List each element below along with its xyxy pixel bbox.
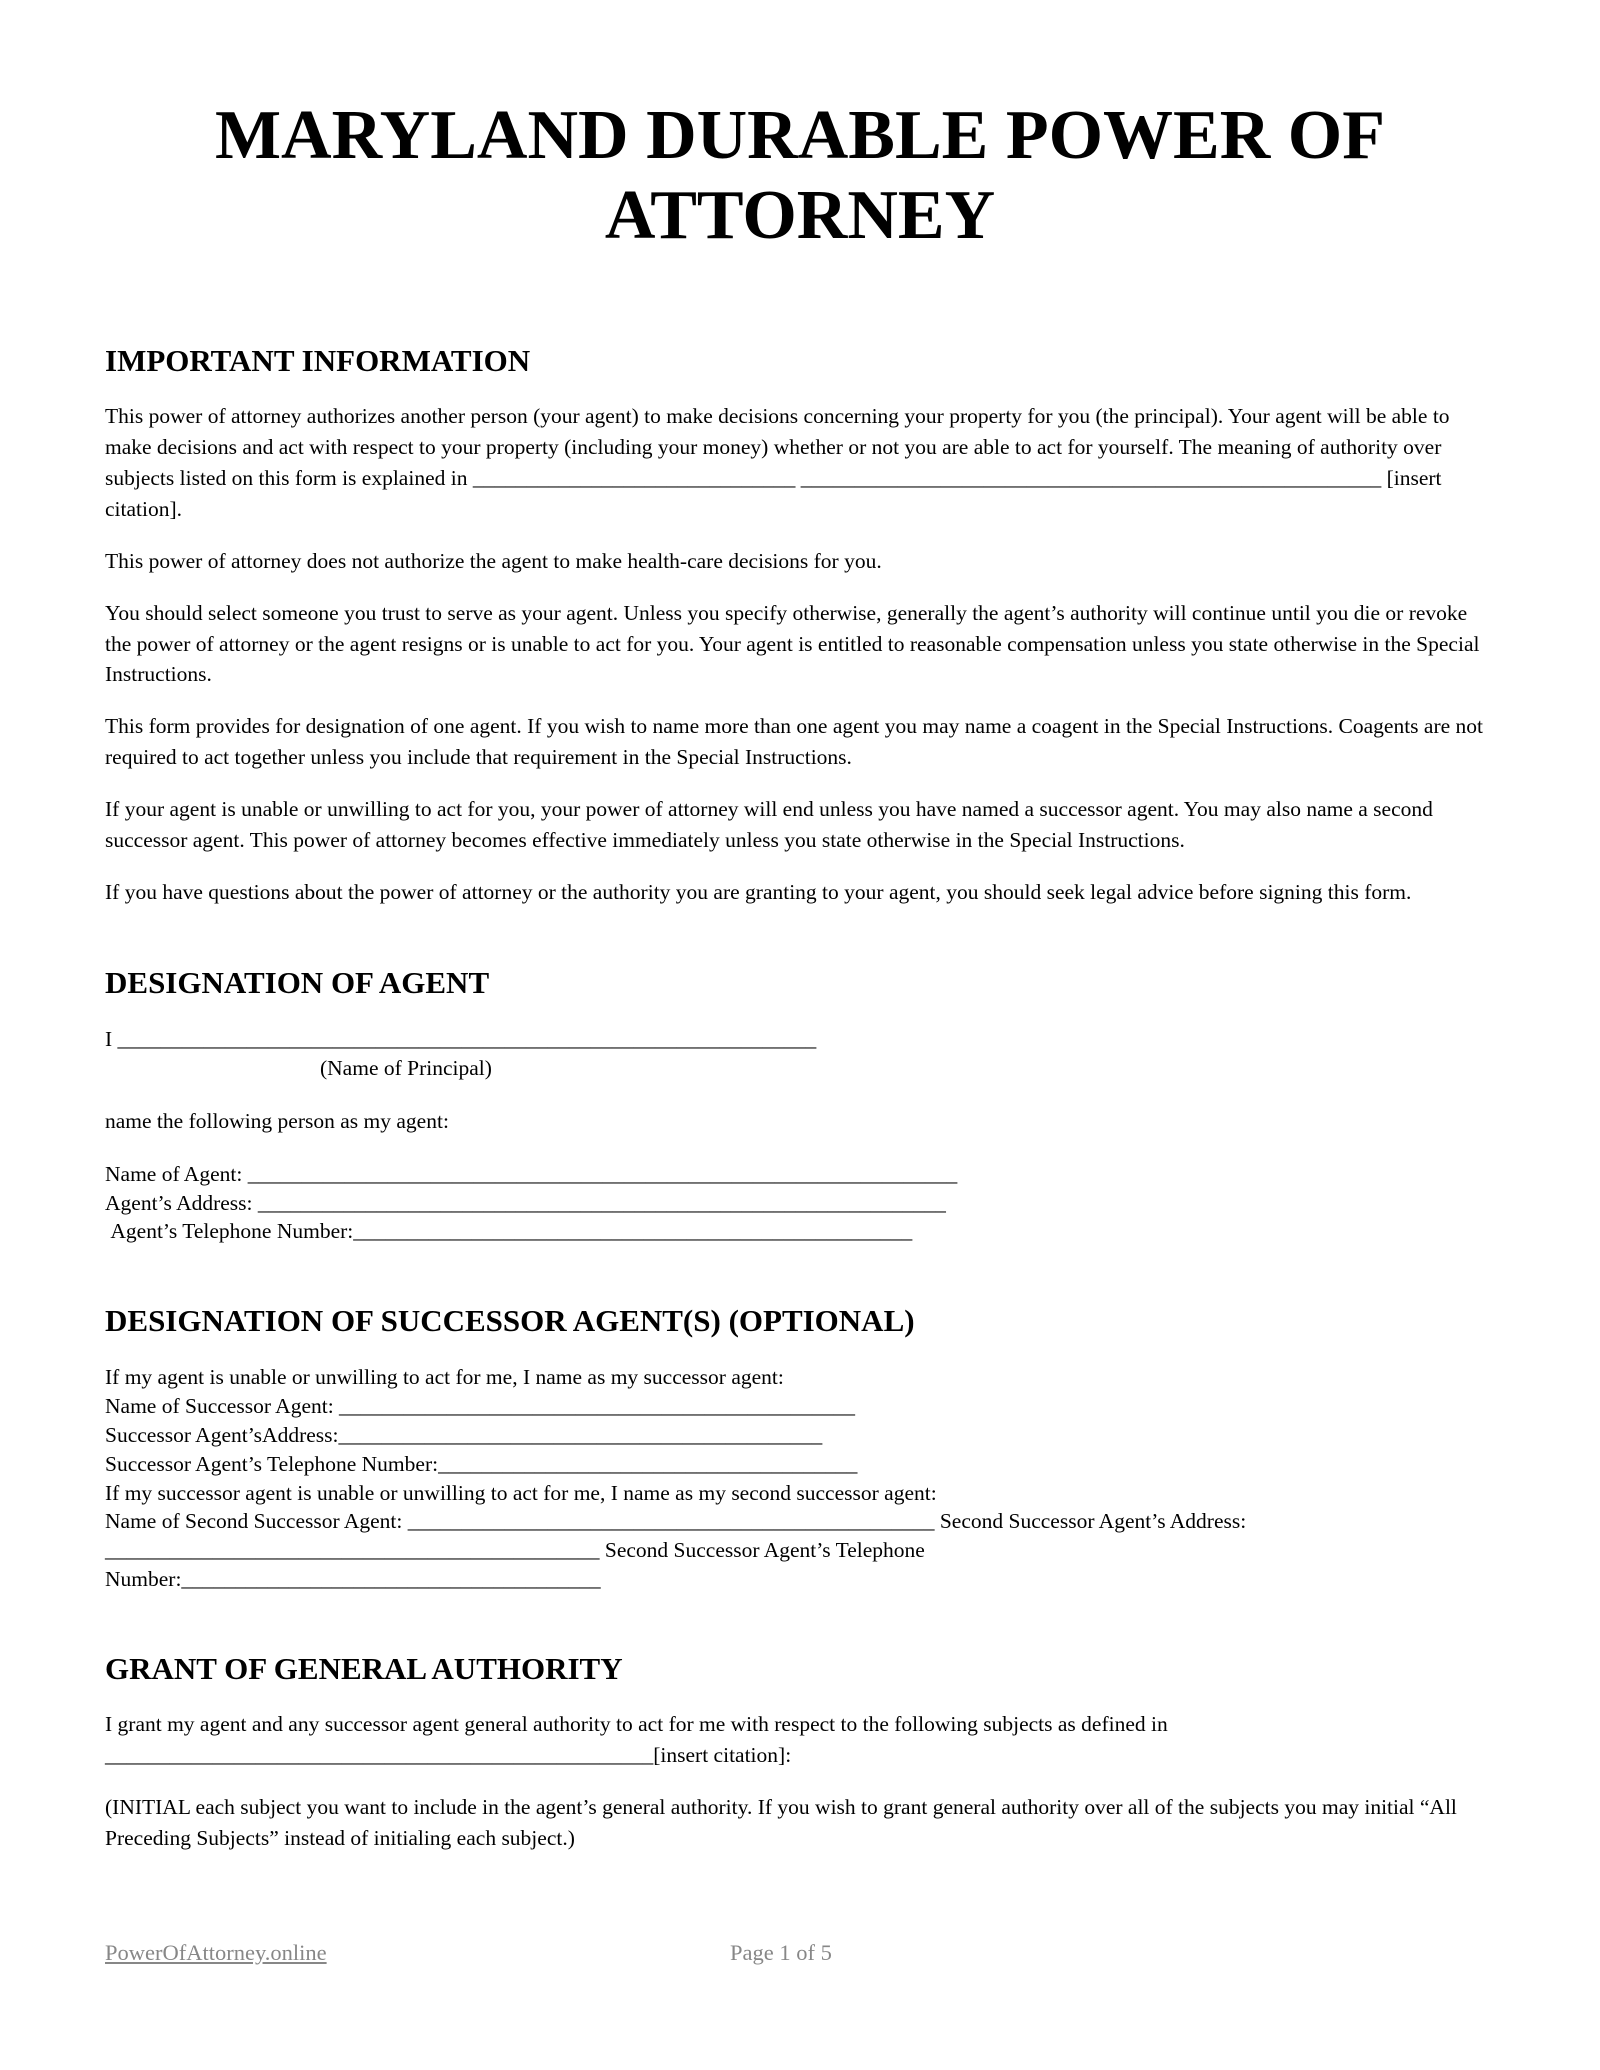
paragraph-authorizes: This power of attorney authorizes another person (your agent) to make decisions concerning your property for you (the principal). Your agent will be able to make decisions and act with respect to your property (including your money) whether or not you are able to act for yourself. The meaning of authority over subjects listed on this form is explained in ______________________________ ______________________________________________________ [insert citation]. — [105, 403, 1450, 521]
paragraph-select-agent: You should select someone you trust to serve as your agent. Unless you specify otherwise, generally the agent’s authority will continue until you die or revoke the power of attorney or the agent resigns or is unable to act for you. Your agent is entitled to reasonable compensation unless you state otherwise in the Special Instructions. — [105, 600, 1480, 687]
agent-address-line: Agent’s Address: ________________________________________________________________ — [105, 1190, 946, 1215]
agent-phone-line: Agent’s Telephone Number:____________________________________________________ — [105, 1219, 913, 1244]
principal-name-line: I _________________________________________________________________ — [105, 1027, 817, 1052]
section-heading-grant-of-general-authority: GRANT OF GENERAL AUTHORITY — [105, 1650, 623, 1686]
second-successor-agent-intro: If my successor agent is unable or unwilling to act for me, I name as my second successor agent: — [105, 1480, 937, 1505]
footer-website-link[interactable]: PowerOfAttorney.online — [105, 1940, 327, 1965]
paragraph-health-care: This power of attorney does not authorize the agent to make health-care decisions for you. — [105, 548, 882, 573]
second-successor-agent-phone-line: Number:_______________________________________ — [105, 1566, 601, 1591]
second-successor-agent-address-continuation-line: ______________________________________________ Second Successor Agent’s Telephone — [105, 1538, 925, 1563]
successor-agent-address-line: Successor Agent’sAddress:_____________________________________________ — [105, 1422, 823, 1447]
paragraph-grant-authority: I grant my agent and any successor agent general authority to act for me with respect to the following subjects as defined in ___________________________________________________[insert citation]: — [105, 1711, 1168, 1767]
principal-name-caption: (Name of Principal) — [320, 1056, 492, 1081]
agent-designation-intro: name the following person as my agent: — [105, 1108, 449, 1133]
successor-agent-phone-line: Successor Agent’s Telephone Number:_______________________________________ — [105, 1451, 858, 1476]
section-heading-important-information: IMPORTANT INFORMATION — [105, 342, 531, 378]
paragraph-questions: If you have questions about the power of attorney or the authority you are granting to your agent, you should seek legal advice before signing this form. — [105, 880, 1412, 905]
section-heading-designation-of-agent: DESIGNATION OF AGENT — [105, 965, 490, 1001]
document-title: MARYLAND DURABLE POWER OF ATTORNEY — [214, 97, 1386, 254]
section-heading-designation-of-successor-agents: DESIGNATION OF SUCCESSOR AGENT(S) (OPTIONAL) — [105, 1303, 915, 1339]
successor-agent-intro: If my agent is unable or unwilling to act for me, I name as my successor agent: — [105, 1365, 784, 1390]
agent-name-line: Name of Agent: __________________________________________________________________ — [105, 1161, 958, 1186]
page-footer — [105, 1940, 1495, 1966]
second-successor-agent-name-line: Name of Second Successor Agent: _________________________________________________ Second Successor Agent’s Address: — [105, 1509, 1247, 1534]
footer-page-indicator: Page 1 of 5 — [730, 1940, 832, 1965]
paragraph-successor-agent: If your agent is unable or unwilling to act for you, your power of attorney will end unless you have named a successor agent. You may also name a second successor agent. This power of attorney becomes effective immediately unless you state otherwise in the Special Instructions. — [105, 797, 1433, 853]
paragraph-initial-instructions: (INITIAL each subject you want to include in the agent’s general authority. If you wish to grant general authority over all of the subjects you may initial “All Preceding Subjects” instead of initialing each subject.) — [105, 1794, 1457, 1850]
successor-agent-name-line: Name of Successor Agent: ________________________________________________ — [105, 1394, 856, 1419]
paragraph-coagent: This form provides for designation of one agent. If you wish to name more than one agent you may name a coagent in the Special Instructions. Coagents are not required to act together unless you include that requirement in the Special Instructions. — [105, 714, 1484, 770]
